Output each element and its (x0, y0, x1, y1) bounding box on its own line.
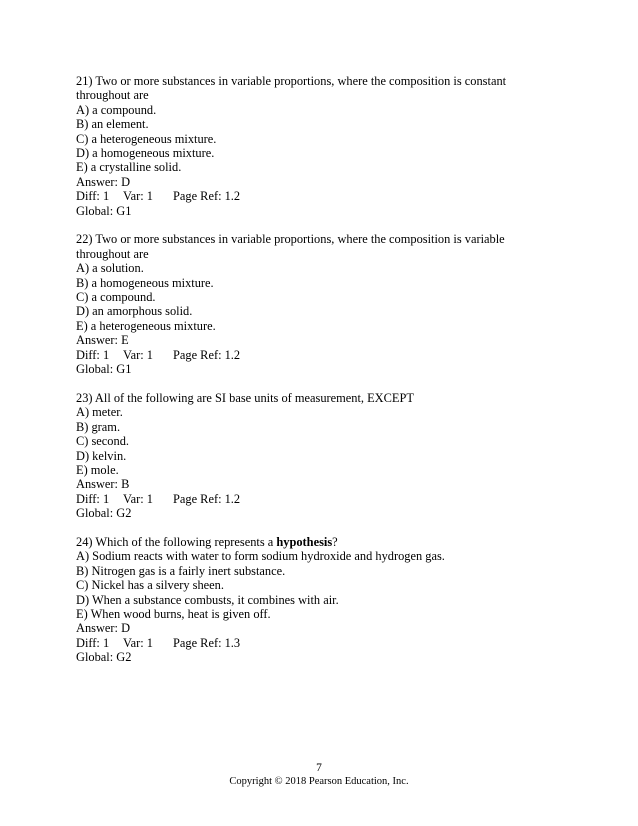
question-stem: 23) All of the following are SI base units of measurement, EXCEPT (76, 390, 414, 405)
meta-line (76, 636, 556, 650)
answer-line: Answer: E (76, 333, 129, 348)
page-number: 7 (316, 762, 322, 774)
stem-keyword: hypothesis (276, 534, 333, 549)
option-d: D) kelvin. (76, 448, 127, 463)
global-line: Global: G2 (76, 650, 132, 665)
option-d: D) When a substance combusts, it combines with air. (76, 592, 339, 607)
meta-line (76, 492, 556, 506)
answer-line: Answer: D (76, 174, 131, 189)
meta-line (76, 189, 556, 203)
page-ref: Page Ref: 1.2 (173, 189, 241, 204)
option-c: C) a heterogeneous mixture. (76, 131, 217, 146)
difficulty: Diff: 1 (76, 491, 110, 506)
stem-end: ? (332, 534, 338, 549)
question-stem: 21) Two or more substances in variable proportions, where the composition is constant throughout are (76, 74, 507, 103)
global-line: Global: G1 (76, 203, 132, 218)
page-ref: Page Ref: 1.2 (173, 347, 241, 362)
option-b: B) an element. (76, 117, 149, 132)
question-22 (76, 232, 556, 376)
option-c: C) a compound. (76, 290, 156, 305)
question-24 (76, 535, 556, 665)
option-e: E) a heterogeneous mixture. (76, 318, 216, 333)
question-21 (76, 74, 556, 218)
answer-line: Answer: D (76, 621, 131, 636)
page-ref: Page Ref: 1.2 (173, 491, 241, 506)
difficulty: Diff: 1 (76, 347, 110, 362)
option-c: C) Nickel has a silvery sheen. (76, 578, 224, 593)
option-a: A) a solution. (76, 261, 144, 276)
answer-line: Answer: B (76, 477, 130, 492)
option-d: D) a homogeneous mixture. (76, 146, 215, 161)
variant: Var: 1 (123, 491, 153, 506)
option-a: A) Sodium reacts with water to form sodium hydroxide and hydrogen gas. (76, 549, 445, 564)
option-a: A) meter. (76, 405, 123, 420)
option-c: C) second. (76, 434, 129, 449)
option-d: D) an amorphous solid. (76, 304, 193, 319)
option-e: E) mole. (76, 462, 119, 477)
question-stem (76, 535, 556, 549)
global-line: Global: G2 (76, 506, 132, 521)
question-list (76, 74, 556, 679)
variant: Var: 1 (123, 347, 153, 362)
question-stem: 22) Two or more substances in variable proportions, where the composition is variable throughout are (76, 232, 505, 261)
variant: Var: 1 (123, 189, 153, 204)
option-e: E) When wood burns, heat is given off. (76, 606, 271, 621)
option-b: B) Nitrogen gas is a fairly inert substance. (76, 563, 286, 578)
meta-line (76, 348, 556, 362)
stem-text: 24) Which of the following represents a (76, 534, 277, 549)
option-b: B) gram. (76, 419, 121, 434)
difficulty: Diff: 1 (76, 635, 110, 650)
option-e: E) a crystalline solid. (76, 160, 182, 175)
global-line: Global: G1 (76, 362, 132, 377)
option-a: A) a compound. (76, 102, 157, 117)
option-b: B) a homogeneous mixture. (76, 275, 214, 290)
copyright-notice: Copyright © 2018 Pearson Education, Inc. (229, 776, 409, 787)
difficulty: Diff: 1 (76, 189, 110, 204)
page-ref: Page Ref: 1.3 (173, 635, 241, 650)
variant: Var: 1 (123, 635, 153, 650)
question-23 (76, 391, 556, 521)
